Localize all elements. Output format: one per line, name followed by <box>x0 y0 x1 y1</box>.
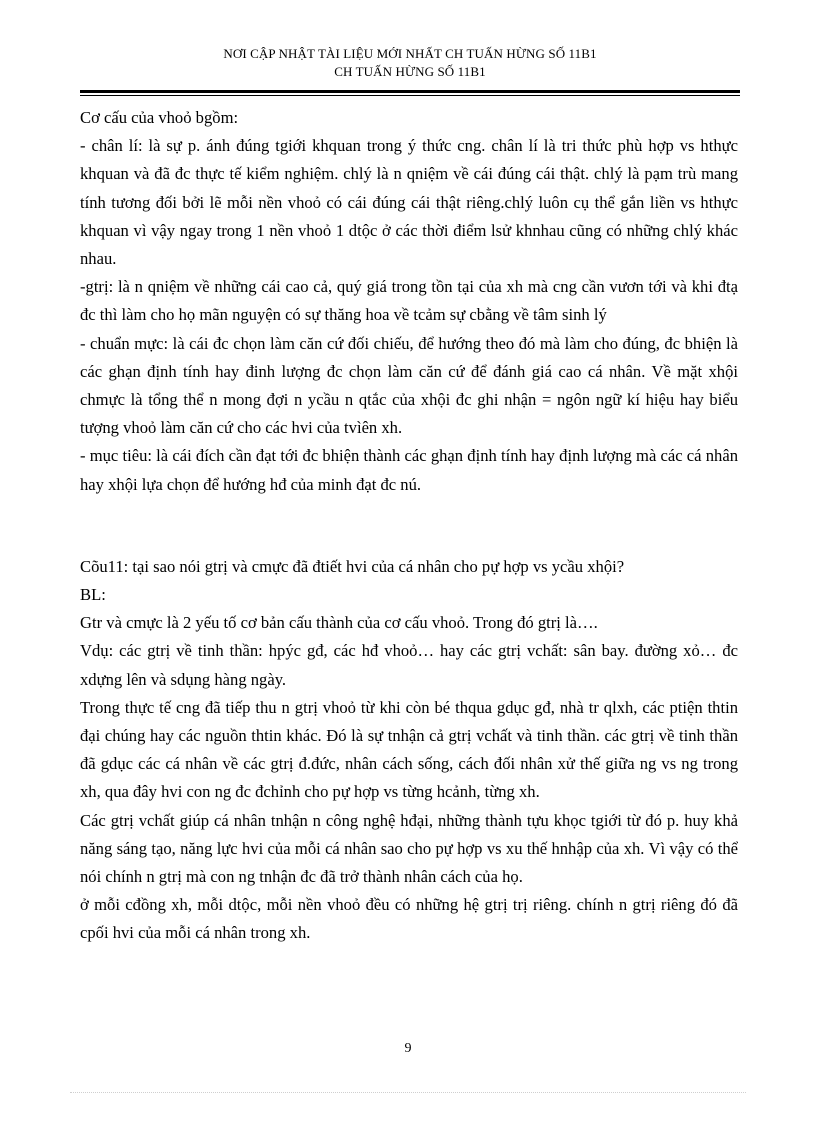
paragraph-chuan-muc: - chuẩn mực: là cái đc chọn làm căn cứ đối chiếu, để hướng theo đó mà làm cho đúng, đc bhiện là các ghạn định tính hay đinh lượng đc chọn làm căn cứ để đánh giá cao cá nhân. Về mặt xhội chmực là tổng thể n mong đợi n ycầu n qtắc của xhội đc ghi nhận = ngôn ngữ kí hiệu hay biểu tượng vhoỏ làm căn cứ cho các hvi của tvìên xh. <box>80 333 738 438</box>
question-11: Cõu11: tại sao nói gtrị và cmực đã đtiết hvi của cá nhân cho pự hợp vs ycầu xhội? <box>80 556 625 576</box>
paragraph-gia-tri: -gtrị: là n qniệm về những cái cao cả, quý giá trong tồn tại của xh mà cng cần vươn tới và khi đtạ đc thì làm cho họ mãn nguyện có sự thăng hoa về tcảm sự cbằng về tâm sinh lý <box>80 277 738 325</box>
header-rule-thick <box>80 90 740 93</box>
page-number: 9 <box>404 1041 412 1056</box>
header-line-1: NƠI CẬP NHẬT TÀI LIỆU MỚI NHẤT CH TUẤN HỪNG SỐ 11B1 <box>223 46 597 61</box>
paragraph-material-values: Các gtrị vchất giúp cá nhân tnhận n công nghệ hđại, những thành tựu khọc tgiới từ đó p. huy khả năng sáng tạo, năng lực hvi của mỗi cá nhân sao cho pự hợp vs xu thế hnhập của xh. Vì vậy có thể nói chính n gtrị mà con ng tnhận đc đã trở thành nhân cách của họ. <box>80 810 738 887</box>
header-line-2: CH TUẤN HỪNG SỐ 11B1 <box>334 64 486 79</box>
section-heading: Cơ cấu của vhoỏ bgồm: <box>80 108 239 127</box>
document-body <box>80 104 738 948</box>
paragraph-muc-tieu: - mục tiêu: là cái đích cần đạt tới đc bhiện thành các ghạn định tính hay định lượng mà các cá nhân hay xhội lựa chọn để hướng hđ của minh đạt đc nú. <box>80 446 738 494</box>
paragraph-answer-intro: Gtr và cmực là 2 yếu tố cơ bản cấu thành của cơ cấu vhoỏ. Trong đó gtrị là…. <box>80 613 598 633</box>
paragraph-gap <box>80 499 738 553</box>
answer-label: BL: <box>80 585 106 605</box>
paragraph-reality: Trong thực tế cng đã tiếp thu n gtrị vhoỏ từ khi còn bé thqua gdục gđ, nhà tr qlxh, các ptiện thtin đại chúng hay các nguồn thtin khác. Đó là sự tnhận cả gtrị vchất và tinh thần. các gtrị về tinh thần đã gdục các cá nhân về các gtrị đ.đức, nhân cách sống, cách đối nhân xử thế giữa ng vs ng trong xh, qua đây hvi con ng đc đchỉnh cho pự hợp vs từng hcảnh, từng xh. <box>80 697 738 802</box>
paragraph-community: ở mỗi cđồng xh, mỗi dtộc, mỗi nền vhoỏ đều có những hệ gtrị trị riêng. chính n gtrị riêng đó đã cpối hvi của mỗi cá nhân trong xh. <box>80 895 738 943</box>
footer-divider <box>70 1092 746 1093</box>
header-rule-thin <box>80 95 740 96</box>
page-header <box>80 45 740 81</box>
paragraph-example: Vdụ: các gtrị về tinh thần: hpýc gđ, các hđ vhoỏ… hay các gtrị vchất: sân bay. đường xỏ… đc xdựng lên và sdụng hàng ngày. <box>80 641 738 689</box>
paragraph-chan-li: - chân lí: là sự p. ánh đúng tgiới khquan trong ý thức cng. chân lí là tri thức phù hợp vs hthực khquan và đã đc thực tế kiểm nghiệm. chlý là n qniệm về cái đúng cái thật. chlý là pạm trù mang tính tương đối bởi lẽ mỗi nền vhoỏ có cái đúng cái thật riêng.chlý luôn cụ thể gắn liền vs hthực khquan vì vậy ngay trong 1 nền vhoỏ 1 dtộc ở các thời điểm lsử khnhau cũng có những chlý khác nhau. <box>80 136 738 269</box>
